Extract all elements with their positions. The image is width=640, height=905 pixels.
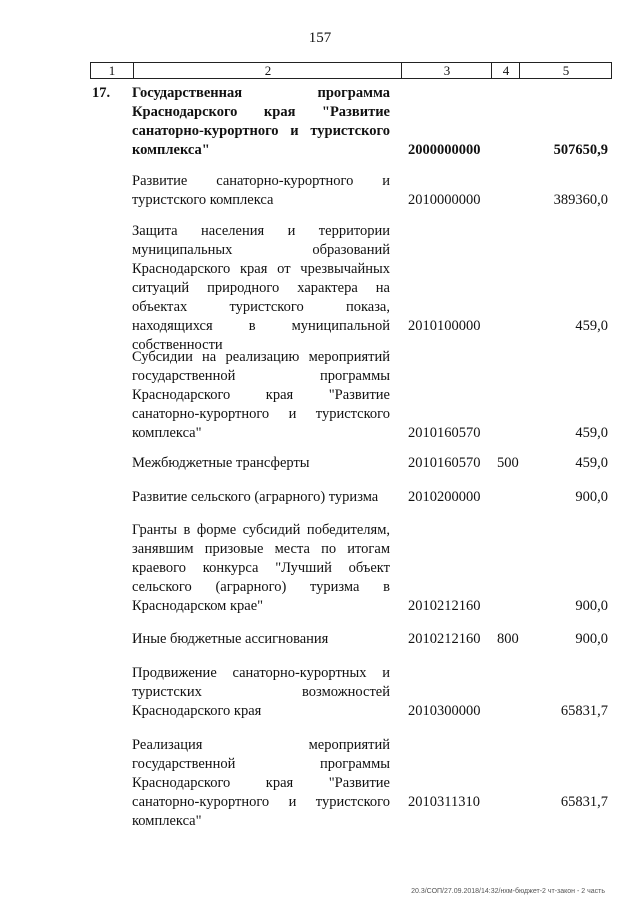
document-footer: 20.3/СОП/27.09.2018/14:32/нхм-бюджет-2 чт-закон - 2 часть (411, 888, 605, 895)
header-col-1: 1 (108, 63, 116, 78)
row-code: 2000000000 (408, 142, 481, 158)
page-number: 157 (308, 30, 332, 46)
row-code: 2010300000 (408, 703, 481, 719)
row-name: Продвижение санаторно-курортных и туристских возможностей Краснодарского края (132, 665, 390, 719)
row-number: 17. (92, 85, 111, 101)
row-amount: 459,0 (575, 318, 608, 334)
row-name: Субсидии на реализацию мероприятий государственной программы Краснодарского края "Развитие санаторно-курортного и туристского комплекса" (132, 349, 390, 441)
row-name: Развитие сельского (аграрного) туризма (132, 489, 379, 505)
row-name: Иные бюджетные ассигнования (132, 631, 329, 647)
row-expense-type: 500 (497, 455, 519, 471)
row-amount: 507650,9 (553, 142, 608, 158)
row-expense-type: 800 (497, 631, 519, 647)
row-name: Реализация мероприятий государственной программы Краснодарского края "Развитие санаторно-курортного и туристского комплекса" (132, 737, 390, 829)
row-amount: 900,0 (575, 631, 608, 647)
row-code: 2010100000 (408, 318, 481, 334)
table-header (90, 62, 612, 79)
header-col-2: 2 (133, 63, 402, 78)
row-code: 2010311310 (408, 794, 480, 810)
row-amount: 459,0 (575, 425, 608, 441)
header-col-5: 5 (519, 63, 612, 78)
row-code: 2010212160 (408, 598, 481, 614)
row-name: Развитие санаторно-курортного и туристского комплекса (132, 173, 390, 208)
row-name: Государственная программа Краснодарского края "Развитие санаторно-курортного и туристского комплекса" (132, 85, 390, 158)
row-code: 2010200000 (408, 489, 481, 505)
row-amount: 900,0 (575, 489, 608, 505)
header-col-4: 4 (491, 63, 520, 78)
row-name: Межбюджетные трансферты (132, 455, 310, 471)
row-name: Защита населения и территории муниципальных образований Краснодарского края от чрезвычайных ситуаций природного характера на объектах туристского показа, находящихся в муниципальной собственности (132, 223, 390, 353)
row-code: 2010000000 (408, 192, 481, 208)
row-name: Гранты в форме субсидий победителям, занявшим призовые места по итогам краевого конкурса "Лучший объект сельского (аграрного) туризма в Краснодарском крае" (132, 522, 390, 614)
row-code: 2010160570 (408, 455, 481, 471)
row-amount: 900,0 (575, 598, 608, 614)
row-amount: 65831,7 (560, 794, 608, 810)
row-code: 2010212160 (408, 631, 481, 647)
row-code: 2010160570 (408, 425, 481, 441)
row-amount: 65831,7 (560, 703, 608, 719)
header-col-3: 3 (401, 63, 492, 78)
row-amount: 459,0 (575, 455, 608, 471)
row-amount: 389360,0 (553, 192, 608, 208)
